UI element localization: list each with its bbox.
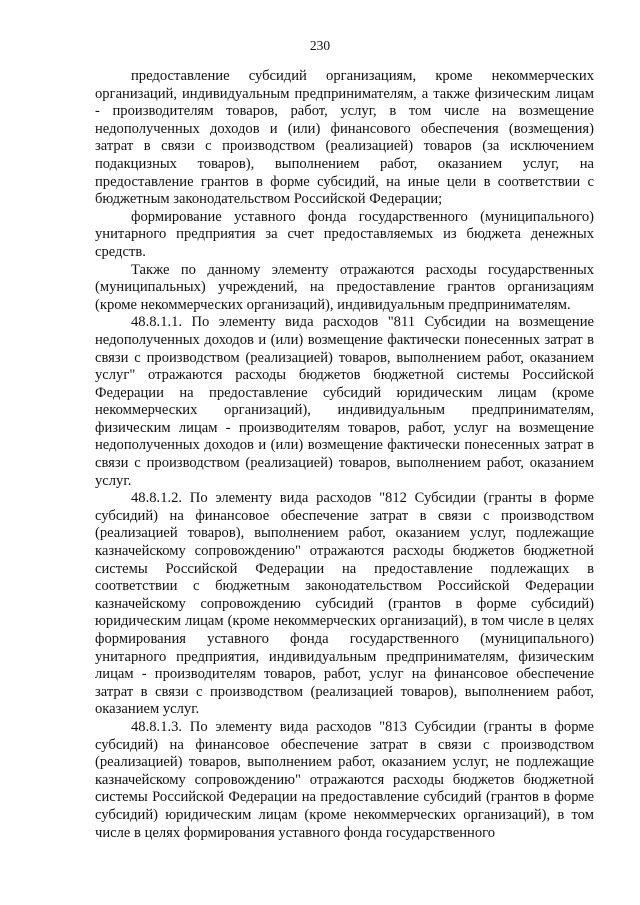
page-number: 230: [309, 38, 331, 53]
paragraph-charter-fund: формирование уставного фонда государственного (муниципального) унитарного предприятия за счет предоставляемых из бюджета денежных средств.: [95, 208, 594, 260]
paragraph-48-8-1-3: 48.8.1.3. По элементу вида расходов "813 Субсидии (гранты в форме субсидий) на финансовое обеспечение затрат в связи с производством (реализацией) товаров, выполнением работ, оказанием услуг, не подлежащие казначейскому сопровождению" отражаются расходы бюджетов бюджетной системы Российской Федерации на предоставление субсидий (грантов в форме субсидий) юридическим лицам (кроме некоммерческих организаций), в том числе в целях формирования уставного фонда государственного: [95, 718, 594, 841]
paragraph-subsidies-list-item: предоставление субсидий организациям, кроме некоммерческих организаций, индивидуальным предпринимателям, а также физическим лицам - производителям товаров, работ, услуг, в том числе на возмещение недополученных доходов и (или) финансового обеспечения (возмещения) затрат в связи с производством (реализацией) товаров (за исключением подакцизных товаров), выполнением работ, оказанием услуг, на предоставление грантов в форме субсидий, на иные цели в соответствии с бюджетным законодательством Российской Федерации;: [95, 68, 594, 208]
paragraph-48-8-1-1: 48.8.1.1. По элементу вида расходов "811 Субсидии на возмещение недополученных доходов и (или) возмещение фактически понесенных затрат в связи с производством (реализацией) товаров, выполнением работ, оказанием услуг" отражаются расходы бюджетов бюджетной системы Российской Федерации на предоставление субсидий юридическим лицам (кроме некоммерческих организаций), индивидуальным предпринимателям, физическим лицам - производителям товаров, работ, услуг на возмещение недополученных доходов и (или) возмещение фактически понесенных затрат в связи с производством (реализацией) товаров, выполнением работ, оказанием услуг.: [95, 314, 594, 489]
document-body: [95, 68, 594, 842]
paragraph-also-reflected: Также по данному элементу отражаются расходы государственных (муниципальных) учреждений, на предоставление грантов организациям (кроме некоммерческих организаций), индивидуальным предпринимателям.: [95, 261, 594, 313]
paragraph-48-8-1-2: 48.8.1.2. По элементу вида расходов "812 Субсидии (гранты в форме субсидий) на финансовое обеспечение затрат в связи с производством (реализацией товаров), выполнением работ, оказанием услуг, подлежащие казначейскому сопровождению" отражаются расходы бюджетов бюджетной системы Российской Федерации на предоставление подлежащих в соответствии с бюджетным законодательством Российской Федерации казначейскому сопровождению субсидий (грантов в форме субсидий) юридическим лицам (кроме некоммерческих организаций), в том числе в целях формирования уставного фонда государственного (муниципального) унитарного предприятия, индивидуальным предпринимателям, физическим лицам - производителям товаров, работ, услуг на финансовое обеспечение затрат в связи с производством (реализацией товаров), выполнением работ, оказанием услуг.: [95, 490, 594, 718]
